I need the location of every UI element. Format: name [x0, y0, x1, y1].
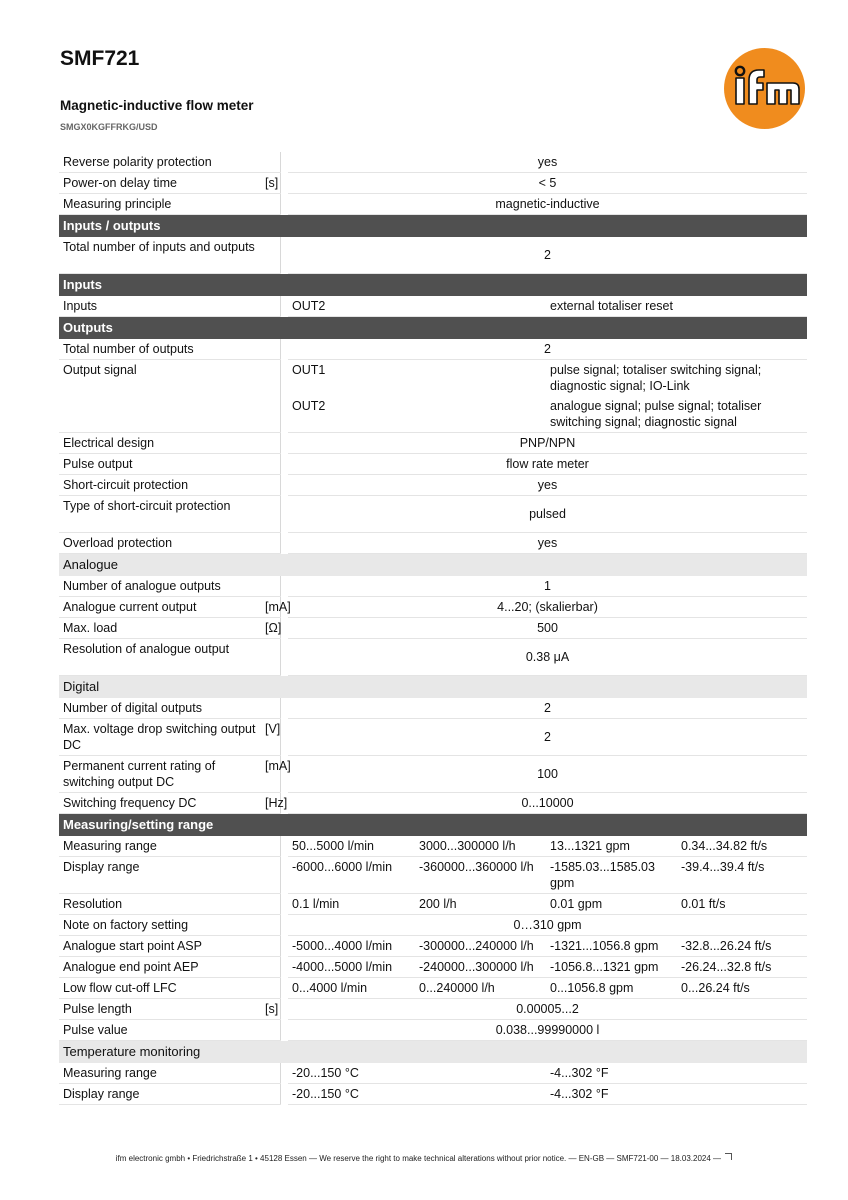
row-reverse-polarity: Reverse polarity protection yes	[59, 152, 807, 173]
row-pulse-output: Pulse output flow rate meter	[59, 454, 807, 475]
row-pulse-value: Pulse value 0.038...99990000 l	[59, 1020, 807, 1041]
row-resolution: Resolution 0.1 l/min 200 l/h 0.01 gpm 0.01 ft/s	[59, 894, 807, 915]
ifm-logo	[724, 48, 805, 129]
row-lfc: Low flow cut-off LFC 0...4000 l/min 0...240000 l/h 0...1056.8 gpm 0...26.24 ft/s	[59, 978, 807, 999]
spec-table	[59, 152, 807, 1105]
section-inputs: Inputs	[59, 274, 807, 297]
section-measuring-range: Measuring/setting range	[59, 814, 807, 837]
page-title: SMF721	[60, 47, 140, 70]
subsection-analogue: Analogue	[59, 554, 807, 577]
row-current-rating: Permanent current rating of switching output DC [mA] 100	[59, 756, 807, 793]
row-voltage-drop: Max. voltage drop switching output DC [V] 2	[59, 719, 807, 756]
row-power-on-delay: Power-on delay time [s] < 5	[59, 173, 807, 194]
row-num-analogue: Number of analogue outputs 1	[59, 576, 807, 597]
footer-text: ifm electronic gmbh • Friedrichstraße 1 • 45128 Essen — We reserve the right to make technical alterations without prior notice. — EN-GB — SMF721-00 — 18.03.2024 —	[115, 1154, 722, 1163]
row-total-io: Total number of inputs and outputs 2	[59, 237, 807, 274]
row-asp: Analogue start point ASP -5000...4000 l/min -300000...240000 l/h -1321...1056.8 gpm -32.8...26.24 ft/s	[59, 936, 807, 957]
row-overload: Overload protection yes	[59, 533, 807, 554]
row-aep: Analogue end point AEP -4000...5000 l/min -240000...300000 l/h -1056.8...1321 gpm -26.24...32.8 ft/s	[59, 957, 807, 978]
row-short-circuit: Short-circuit protection yes	[59, 475, 807, 496]
row-display-range: Display range -6000...6000 l/min -360000...360000 l/h -1585.03...1585.03 gpm -39.4...39.4 ft/s	[59, 857, 807, 894]
row-resolution-analogue: Resolution of analogue output 0.38 μA	[59, 639, 807, 676]
row-total-outputs: Total number of outputs 2	[59, 339, 807, 360]
row-factory-setting: Note on factory setting 0…310 gpm	[59, 915, 807, 936]
subsection-digital: Digital	[59, 676, 807, 699]
row-measuring-principle: Measuring principle magnetic-inductive	[59, 194, 807, 215]
row-short-circuit-type: Type of short-circuit protection pulsed	[59, 496, 807, 533]
subsection-temperature: Temperature monitoring	[59, 1041, 807, 1064]
article-number: SMGX0KGFFRKG/USD	[60, 122, 158, 132]
row-analogue-current: Analogue current output [mA] 4...20; (skalierbar)	[59, 597, 807, 618]
row-max-load: Max. load [Ω] 500	[59, 618, 807, 639]
row-temp-measuring: Measuring range -20...150 °C -4...302 °F	[59, 1063, 807, 1084]
section-inputs-outputs: Inputs / outputs	[59, 215, 807, 238]
row-output-signal-out2: OUT2 analogue signal; pulse signal; totaliser switching signal; diagnostic signal	[59, 396, 807, 433]
row-electrical-design: Electrical design PNP/NPN	[59, 433, 807, 454]
row-num-digital: Number of digital outputs 2	[59, 698, 807, 719]
row-inputs: Inputs OUT2 external totaliser reset	[59, 296, 807, 317]
page-corner-icon	[725, 1153, 732, 1160]
section-outputs: Outputs	[59, 317, 807, 340]
row-temp-display: Display range -20...150 °C -4...302 °F	[59, 1084, 807, 1105]
row-measuring-range: Measuring range 50...5000 l/min 3000...300000 l/h 13...1321 gpm 0.34...34.82 ft/s	[59, 836, 807, 857]
row-pulse-length: Pulse length [s] 0.00005...2	[59, 999, 807, 1020]
row-output-signal-out1: Output signal OUT1 pulse signal; totaliser switching signal; diagnostic signal; IO-Link	[59, 360, 807, 397]
product-subtitle: Magnetic-inductive flow meter	[60, 98, 254, 113]
page-footer	[0, 1153, 848, 1163]
row-switching-frequency: Switching frequency DC [Hz] 0...10000	[59, 793, 807, 814]
